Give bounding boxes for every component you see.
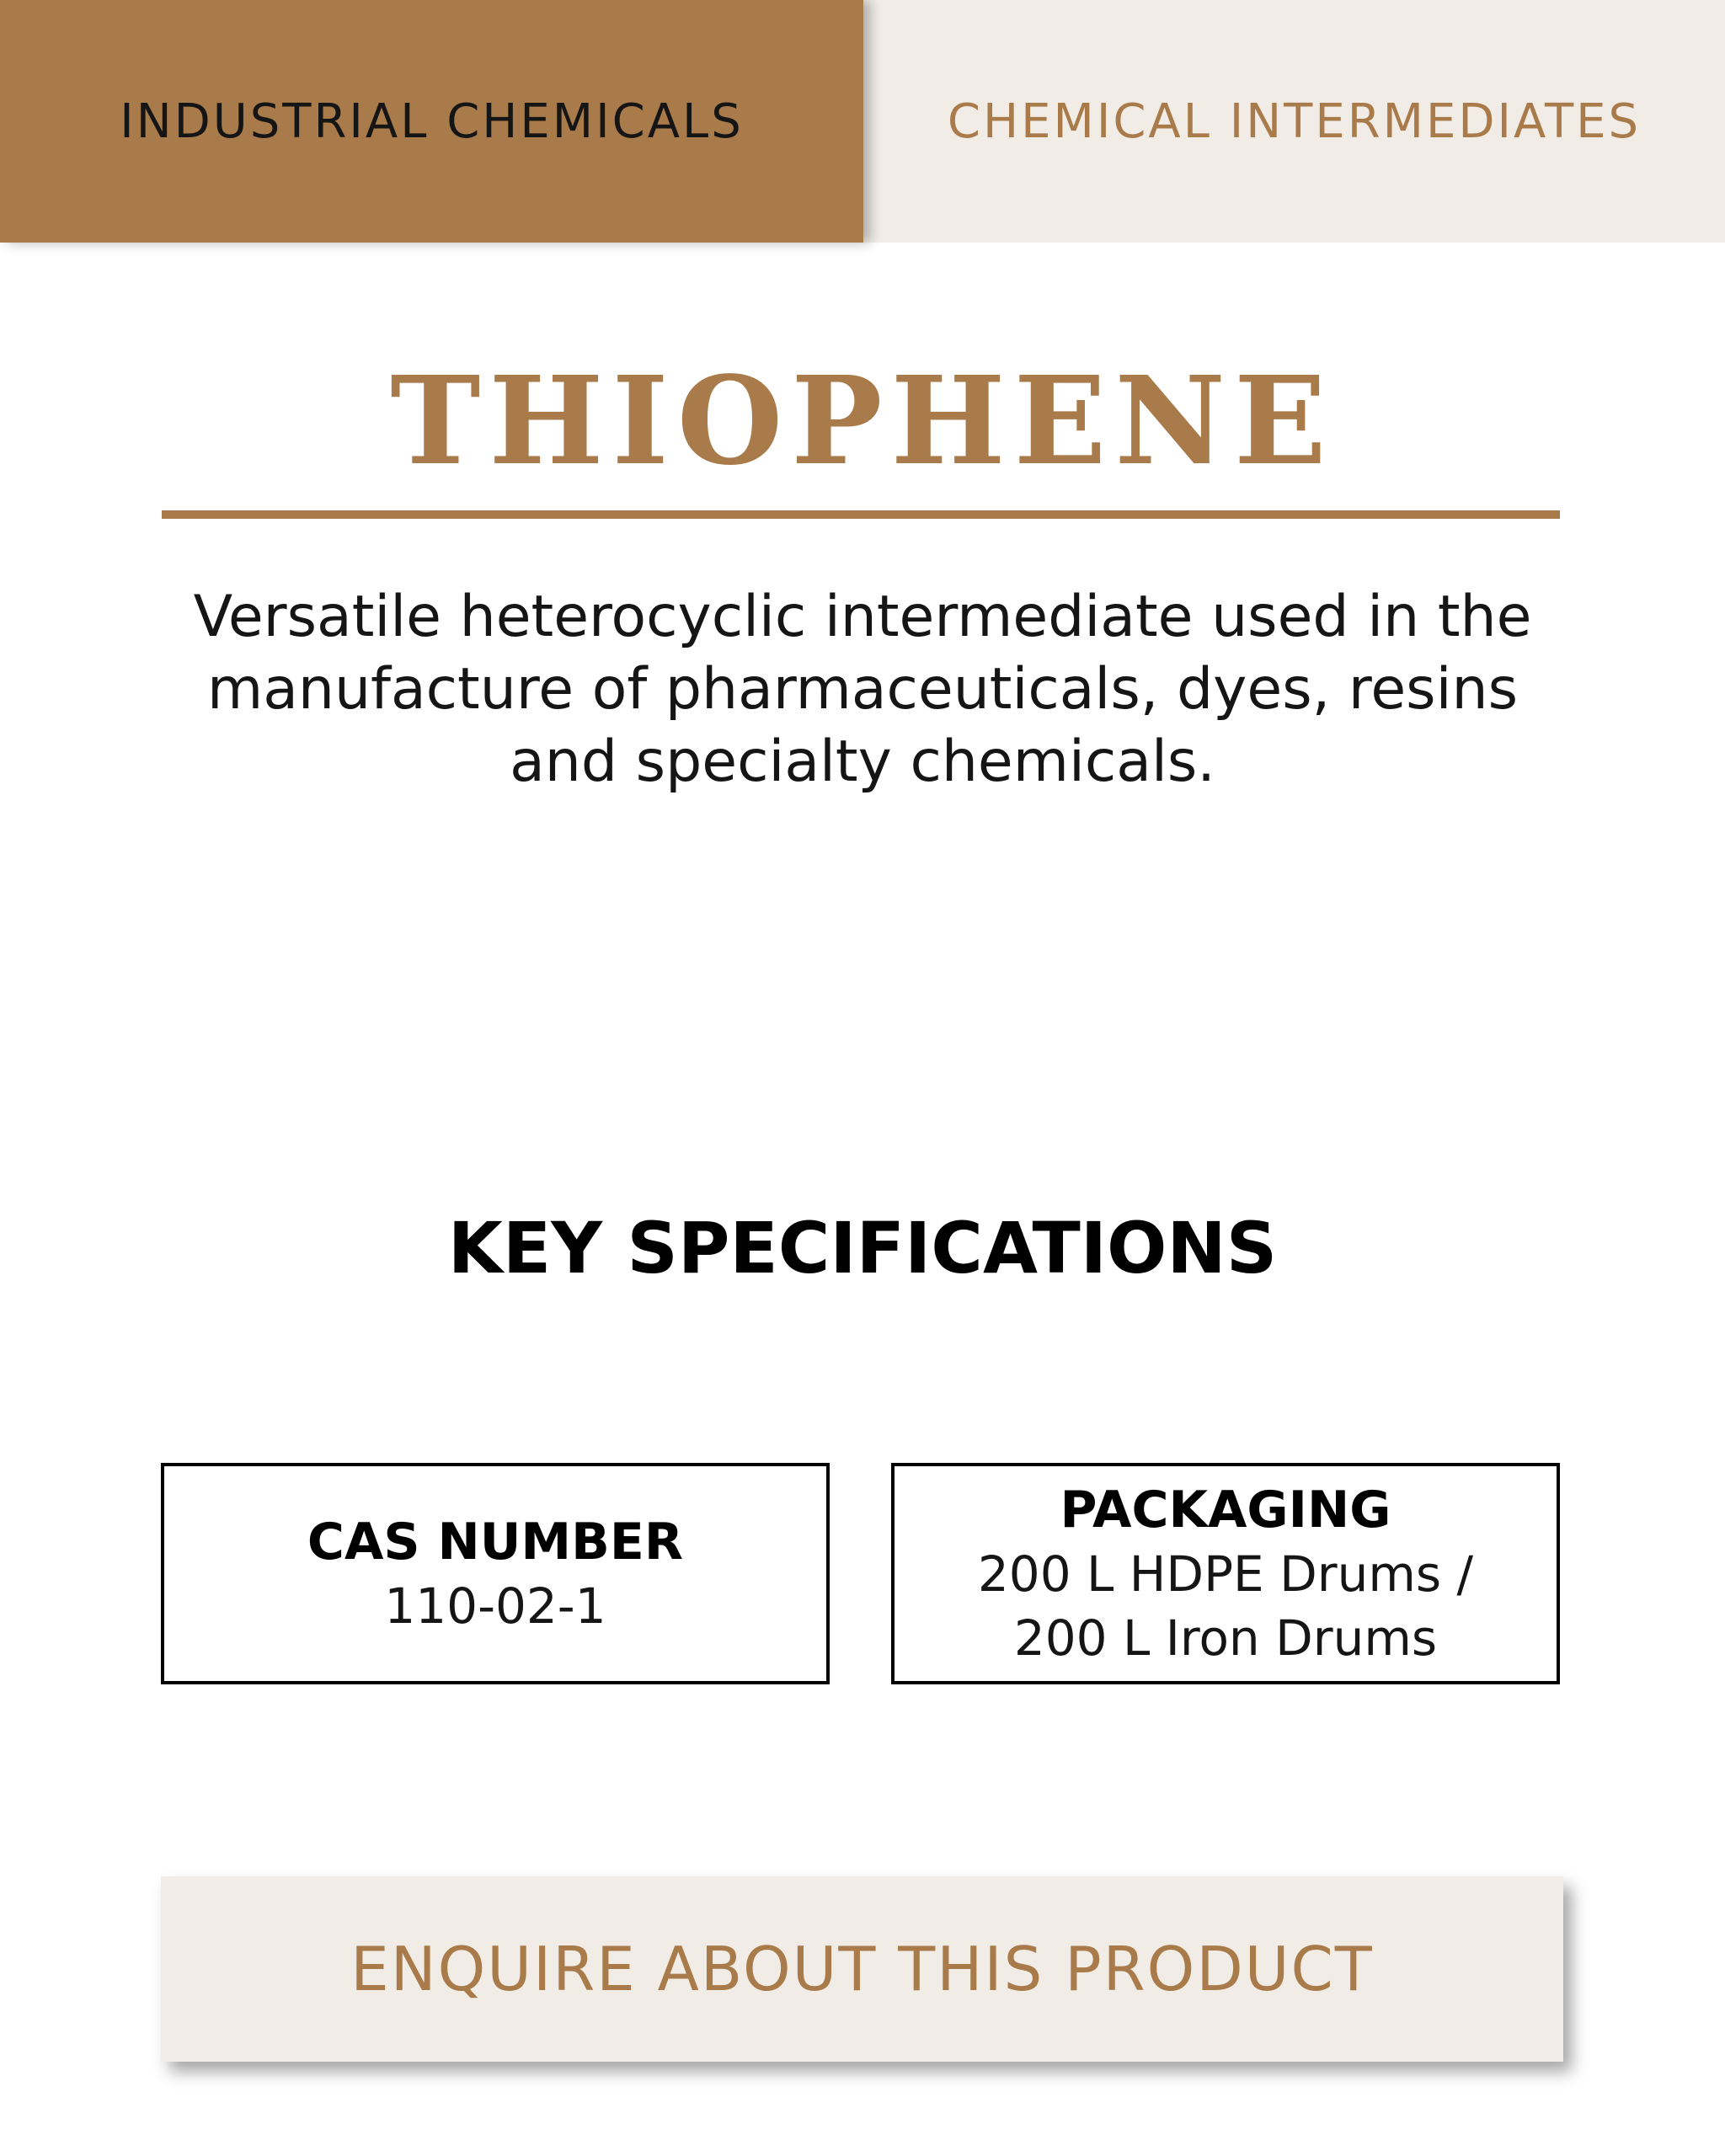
specifications-heading: KEY SPECIFICATIONS (447, 1207, 1278, 1289)
enquire-button[interactable] (161, 1876, 1563, 2062)
tab-chemical-intermediates[interactable] (863, 0, 1725, 243)
spec-label: CAS NUMBER (307, 1512, 684, 1572)
product-description: Versatile heterocyclic intermediate used in the manufacture of pharmaceuticals, dyes, resins and specialty chemicals. (193, 584, 1532, 795)
spec-card-packaging (891, 1463, 1560, 1684)
tab-label: CHEMICAL INTERMEDIATES (947, 93, 1642, 149)
tab-label: INDUSTRIAL CHEMICALS (120, 93, 744, 149)
title-divider (162, 510, 1560, 519)
spec-value-line-2: 200 L Iron Drums (1013, 1609, 1438, 1667)
category-tabs (0, 0, 1725, 243)
enquire-button-label: ENQUIRE ABOUT THIS PRODUCT (350, 1934, 1374, 2004)
spec-value: 110-02-1 (384, 1577, 606, 1635)
product-title: THIOPHENE (390, 350, 1335, 492)
spec-value-line-1: 200 L HDPE Drums / (977, 1545, 1474, 1603)
spec-card-cas-number (161, 1463, 830, 1684)
spec-label: PACKAGING (1060, 1480, 1391, 1540)
tab-industrial-chemicals[interactable] (0, 0, 863, 243)
